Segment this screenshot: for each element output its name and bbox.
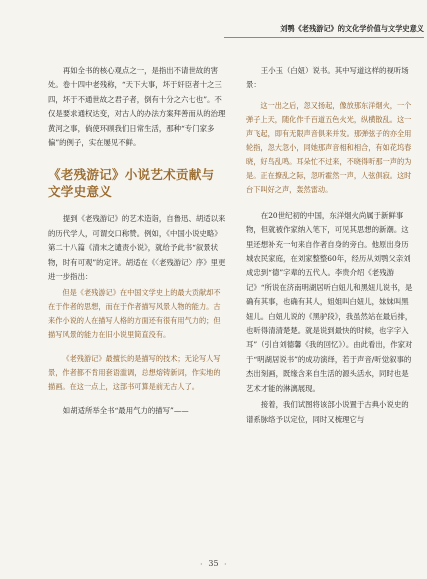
right-paragraph-2: 在20世纪初的中国，东洋烟火尚属于新鲜事物，但就被作家纳入笔下，可见其思想的新潮。这里还想补充一句来自作者自身的旁白。他原出身历城农民家庭，在刘家整整60年，经历从刘鹗父亲刘成忠到“德”字辈的五代人。李贵介绍《老残游记》“所说在济南明湖居听白妞儿和黑妞儿说书，是确有其事，也确有其人，姐姐叫白妞儿，妹妹叫黑妞儿。白妞儿说的《黑驴段》，我虽然站在最后排，也听得清清楚楚。就是说到最快的时候，也字字入耳”（引自刘德馨《我的回忆》）。由此看出，作家对于“明湖居说书”的成功演绎，若于声音/听觉叙事的杰出刻画，既缘含来自生活的源头活水，同时也是艺术才能的淋漓展现。 xyxy=(246,210,413,393)
left-column xyxy=(48,64,226,421)
running-header: 刘鹗《老残游记》的文化学价值与文学史意义 xyxy=(280,24,424,33)
page-number: 35 xyxy=(208,559,219,568)
right-quote-block xyxy=(246,99,414,197)
right-paragraph-3: 接着，我们试图将该部小说置于古典小说史的谱系脉络予以定位，同时又梳理它与 xyxy=(246,400,409,424)
right-paragraph-1: 王小玉（白妞）说书。其中写道这样的视听场景： xyxy=(246,66,409,90)
left-quote-1: 但是《老残游记》在中国文学史上的最大贡献却不在于作者的思想，而在于作者描写风景人物的能力。古来作小说的人在描写人格的方面还有很有用气力的；但描写风景的能力在旧小说里简直没有。 xyxy=(48,288,221,340)
left-paragraph-3: 如胡适所举全书“最用气力的描写”—— xyxy=(62,406,189,416)
header-rule xyxy=(224,37,424,38)
left-quote-block xyxy=(48,286,226,394)
right-column xyxy=(246,64,414,429)
page-number-left-dot: · xyxy=(200,560,203,569)
section-heading: 《老残游记》小说艺术贡献与文学史意义 xyxy=(48,167,215,200)
left-paragraph-2: 提到《老残游记》的艺术造诣，自鲁迅、胡适以来的历代学人，可谓交口称赞。例如，《中国小说史略》第二十八篇《清末之谴责小说》，就给予此书“叙景状物，时有可观”的定评。胡适在《〈老残游记〉序》里更进一步指出： xyxy=(48,214,226,282)
page-number-right-dot: · xyxy=(224,560,227,569)
left-paragraph-1: 再如全书的核心观点之一，是指出不请世故的害处。卷十四中老残称，“天下大事，坏于奸臣者十之三四，坏于不通世故之君子者，倒有十分之六七也”。不仅是要求通权达变，对古人的办法方案拜善而从的治理黄河之事，倘使环顾我们日常生活，那种“专门家多偏”的例子，实在屡见不鲜。 xyxy=(48,66,226,148)
right-quote: 这一出之后，忽又扬起，像放那东洋烟火，一个弹子上天，随化作千百道五色火光，纵横散乱。这一声飞起，即有无限声音俱来并发。那弹弦子的亦全用轮指，忽大忽小，同她那声音相和相合，有如花坞春晓，好鸟乱鸣。耳朵忙不过来，不晓得听那一声的为是。正在撩乱之际，忽听霍然一声，人弦俱寂。这时台下叫好之声，轰然雷动。 xyxy=(246,100,412,194)
left-quote-2: 《老残游记》最擅长的是描写的技术；无论写人写景，作者都不肯用套语滥调，总想熔铸新词，作实地的描画。在这一点上，这部书可算是前无古人了。 xyxy=(48,354,221,392)
